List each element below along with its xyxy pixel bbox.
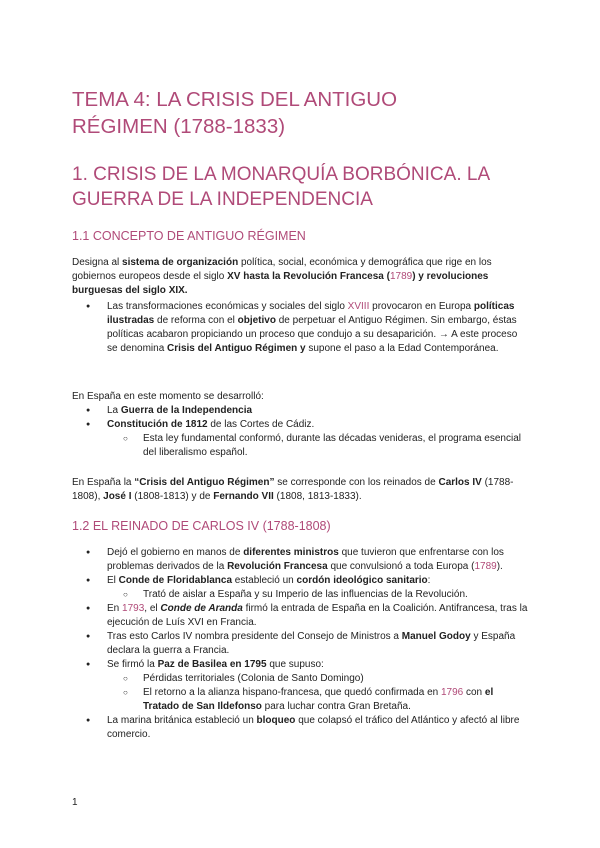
sub-list bbox=[107, 588, 530, 602]
carlos-iv-list bbox=[72, 546, 530, 742]
list-item: ● Tras esto Carlos IV nombra presidente del Consejo de Ministros a Manuel Godoy y España declara la guerra a Francia. bbox=[72, 630, 530, 658]
sub-list-item: ○ El retorno a la alianza hispano-francesa, que quedó confirmada en 1796 con el Tratado de San Ildefonso para luchar contra Gran Bretaña. bbox=[72, 686, 530, 714]
list-item: ● El Conde de Floridablanca estableció un cordón ideológico sanitario: ○ Trató de aislar a España y su Imperio de las influencias de la Revolución. bbox=[72, 574, 530, 602]
intro-paragraph: Designa al sistema de organización política, social, económica y demográfica que rige en los gobiernos europeos desde el siglo XV hasta la Revolución Francesa (1789) y revoluciones burguesas del siglo XIX. bbox=[72, 257, 492, 296]
page-number: 1 bbox=[72, 797, 78, 808]
section-heading-1: 1. CRISIS DE LA MONARQUÍA BORBÓNICA. LA GUERRA DE LA INDEPENDENCIA bbox=[72, 164, 491, 210]
sub-list-item: ○ Pérdidas territoriales (Colonia de Santo Domingo) bbox=[72, 672, 530, 686]
transformations-list bbox=[72, 300, 530, 356]
list-item: ● Constitución de 1812 de las Cortes de Cádiz. ○ Esta ley fundamental conformó, durante las décadas venideras, el programa esencial del liberalismo español. bbox=[72, 418, 530, 460]
spain-paragraph: En España en este momento se desarrolló: bbox=[72, 391, 264, 402]
sub-list-item: ○ Esta ley fundamental conformó, durante las décadas venideras, el programa esencial del liberalismo español. bbox=[72, 432, 530, 460]
list-item: ● Las transformaciones económicas y sociales del siglo XVIII provocaron en Europa políticas ilustradas de reforma con el objetivo de perpetuar el Antiguo Régimen. Sin embargo, éstas políticas acabaron propiciando un proceso que condujo a su desaparición. → A este proceso se denomina Crisis del Antiguo Régimen y supone el paso a la Edad Contemporánea. bbox=[72, 300, 530, 356]
list-item: ● Se firmó la Paz de Basilea en 1795 que supuso: ○ Pérdidas territoriales (Colonia de Santo Domingo) ○ El retorno a la alianza hispano-francesa, que quedó confirmada en 1796 con el Tratado de San Ildefonso para luchar contra Gran Bretaña. bbox=[72, 658, 530, 714]
sub-list bbox=[107, 672, 530, 714]
list-item: ● La Guerra de la Independencia bbox=[72, 404, 530, 418]
list-item: ● La marina británica estableció un bloqueo que colapsó el tráfico del Atlántico y afectó al libre comercio. bbox=[72, 714, 530, 742]
sub-list-item: ○ Trató de aislar a España y su Imperio de las influencias de la Revolución. bbox=[72, 588, 530, 602]
spain-list bbox=[72, 404, 530, 460]
list-item: ● Dejó el gobierno en manos de diferentes ministros que tuvieron que enfrentarse con los problemas derivados de la Revolución Francesa que convulsionó a toda Europa (1789). bbox=[72, 546, 530, 574]
reigns-paragraph: En España la “Crisis del Antiguo Régimen” se corresponde con los reinados de Carlos IV (1788-1808), José I (1808-1813) y de Fernando VII (1808, 1813-1833). bbox=[72, 477, 514, 502]
subsection-heading-1-2: 1.2 EL REINADO DE CARLOS IV (1788-1808) bbox=[72, 519, 331, 533]
document-title: TEMA 4: LA CRISIS DEL ANTIGUO RÉGIMEN (1788-1833) bbox=[72, 88, 398, 138]
sub-list bbox=[107, 432, 530, 460]
list-item: ● En 1793, el Conde de Aranda firmó la entrada de España en la Coalición. Antifrancesa, tras la ejecución de Luís XVI en Francia. bbox=[72, 602, 530, 630]
subsection-heading-1-1: 1.1 CONCEPTO DE ANTIGUO RÉGIMEN bbox=[72, 229, 306, 243]
